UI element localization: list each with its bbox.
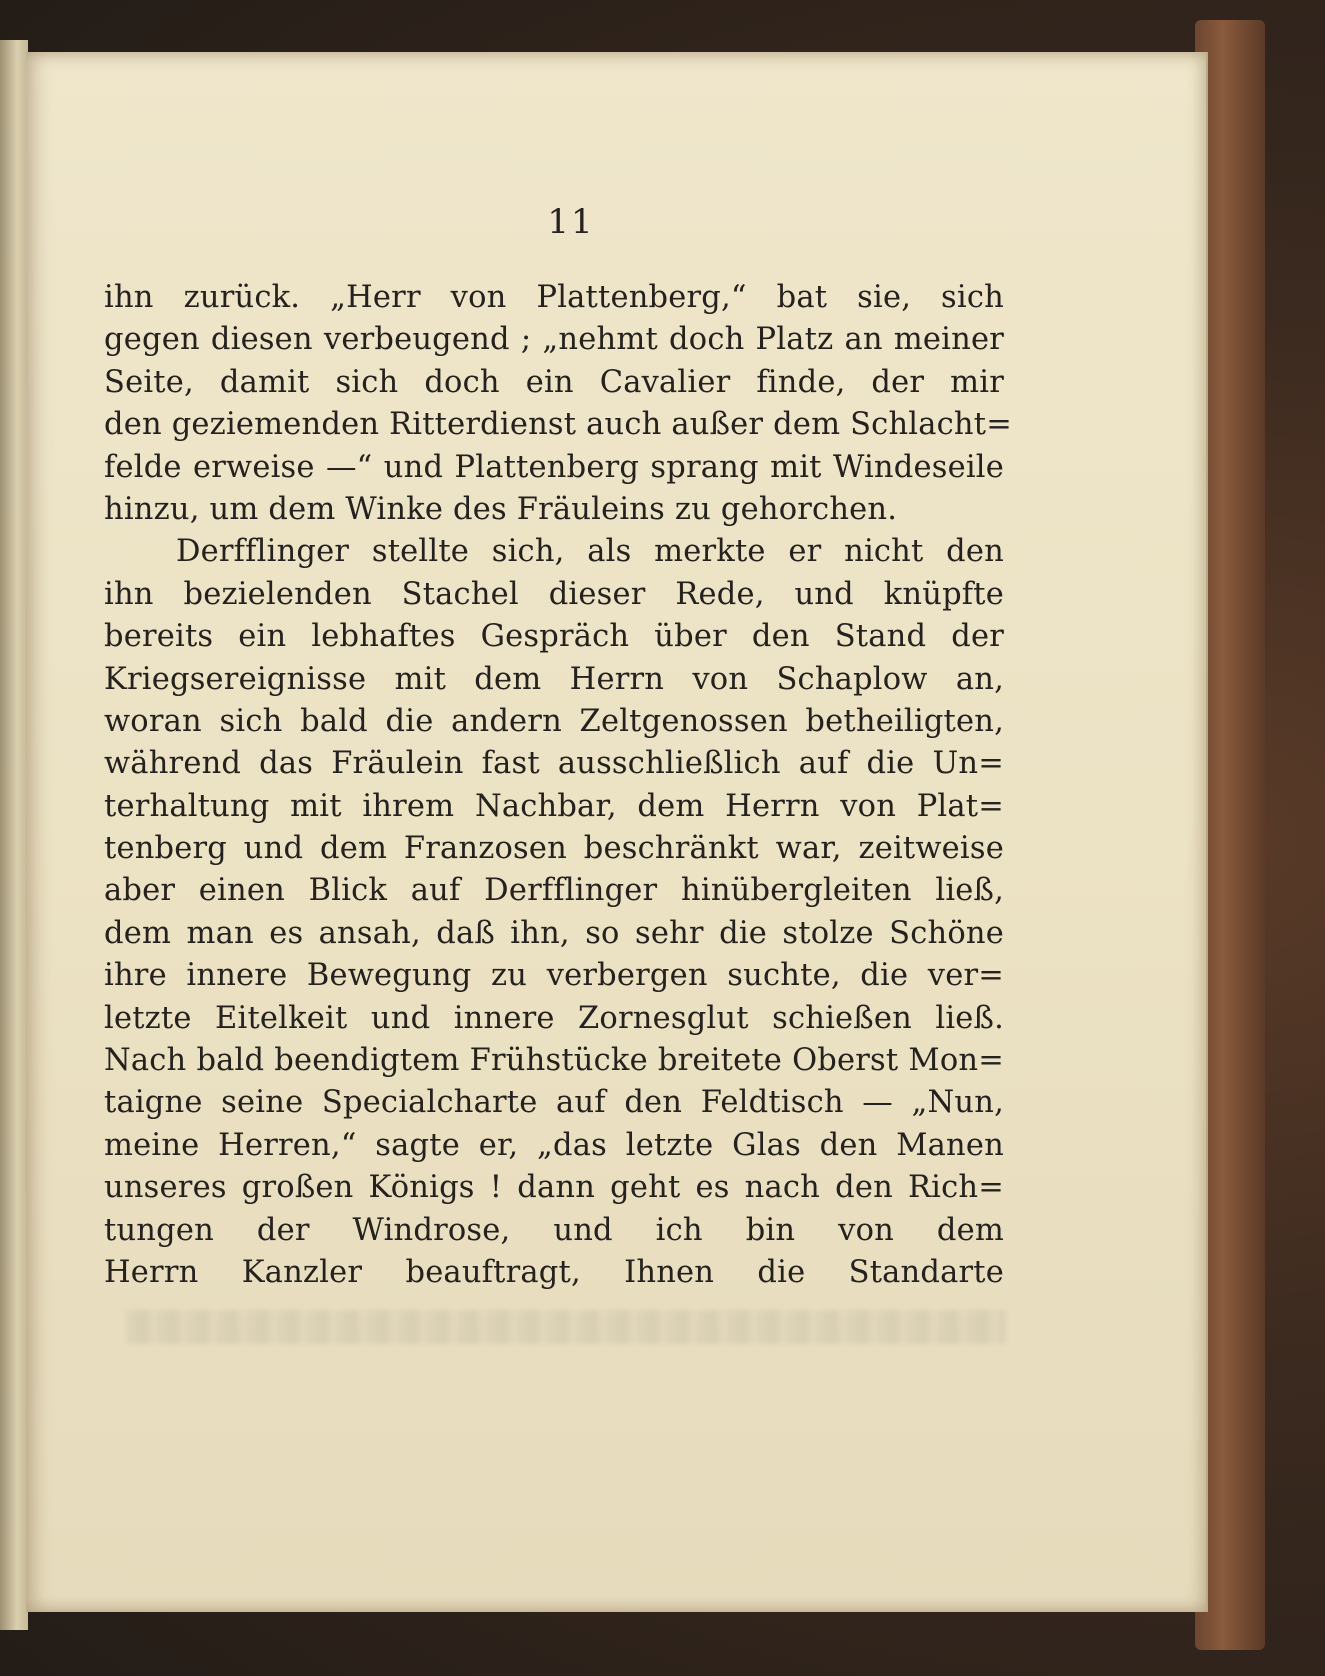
text-line: ihre innere Bewegung zu verbergen suchte, die ver=	[104, 958, 1004, 994]
book-page	[26, 52, 1208, 1612]
text-line: gegen diesen verbeugend ; „nehmt doch Platz an meiner	[104, 322, 1004, 358]
text-line: taigne seine Specialcharte auf den Feldtisch — „Nun,	[104, 1085, 1004, 1121]
text-line: ihn zurück. „Herr von Plattenberg,“ bat sie, sich	[104, 280, 1004, 315]
text-line: Derfflinger stellte sich, als merkte er nicht den	[176, 534, 1004, 570]
text-line: dem man es ansah, daß ihn, so sehr die stolze Schöne	[104, 915, 1004, 951]
text-line: tungen der Windrose, und ich bin von dem	[104, 1212, 1004, 1248]
text-line: terhaltung mit ihrem Nachbar, dem Herrn von Plat=	[104, 788, 1004, 824]
show-through-text	[126, 1310, 1006, 1344]
text-line: den geziemenden Ritterdienst auch außer dem Schlacht=	[104, 407, 1012, 443]
text-line: Nach bald beendigtem Frühstücke breitete Oberst Mon=	[104, 1043, 1004, 1079]
body-text	[104, 277, 1012, 1294]
text-line: letzte Eitelkeit und innere Zornesglut schießen ließ.	[104, 1000, 1004, 1036]
text-line: aber einen Blick auf Derfflinger hinübergleiten ließ,	[104, 873, 1004, 909]
text-line: felde erweise —“ und Plattenberg sprang mit Windeseile	[104, 449, 1004, 485]
text-line: ihn bezielenden Stachel dieser Rede, und knüpfte	[104, 576, 1004, 612]
text-line: bereits ein lebhaftes Gespräch über den Stand der	[104, 619, 1004, 655]
text-line: Kriegsereignisse mit dem Herrn von Schaplow an,	[104, 661, 1004, 697]
text-line: tenberg und dem Franzosen beschränkt war, zeitweise	[104, 831, 1004, 867]
text-line: hinzu, um dem Winke des Fräuleins zu gehorchen.	[104, 491, 898, 527]
text-line: woran sich bald die andern Zeltgenossen betheiligten,	[104, 703, 1004, 739]
text-line: während das Fräulein fast ausschließlich auf die Un=	[104, 746, 1004, 782]
text-line: unseres großen Königs ! dann geht es nach den Rich=	[104, 1170, 1004, 1206]
text-line: Seite, damit sich doch ein Cavalier finde, der mir	[104, 364, 1004, 400]
facing-page-edge	[0, 40, 28, 1630]
text-line: Herrn Kanzler beauftragt, Ihnen die Standarte	[104, 1254, 1004, 1290]
page-number: 11	[547, 202, 595, 242]
text-line: meine Herren,“ sagte er, „das letzte Glas den Manen	[104, 1127, 1004, 1163]
